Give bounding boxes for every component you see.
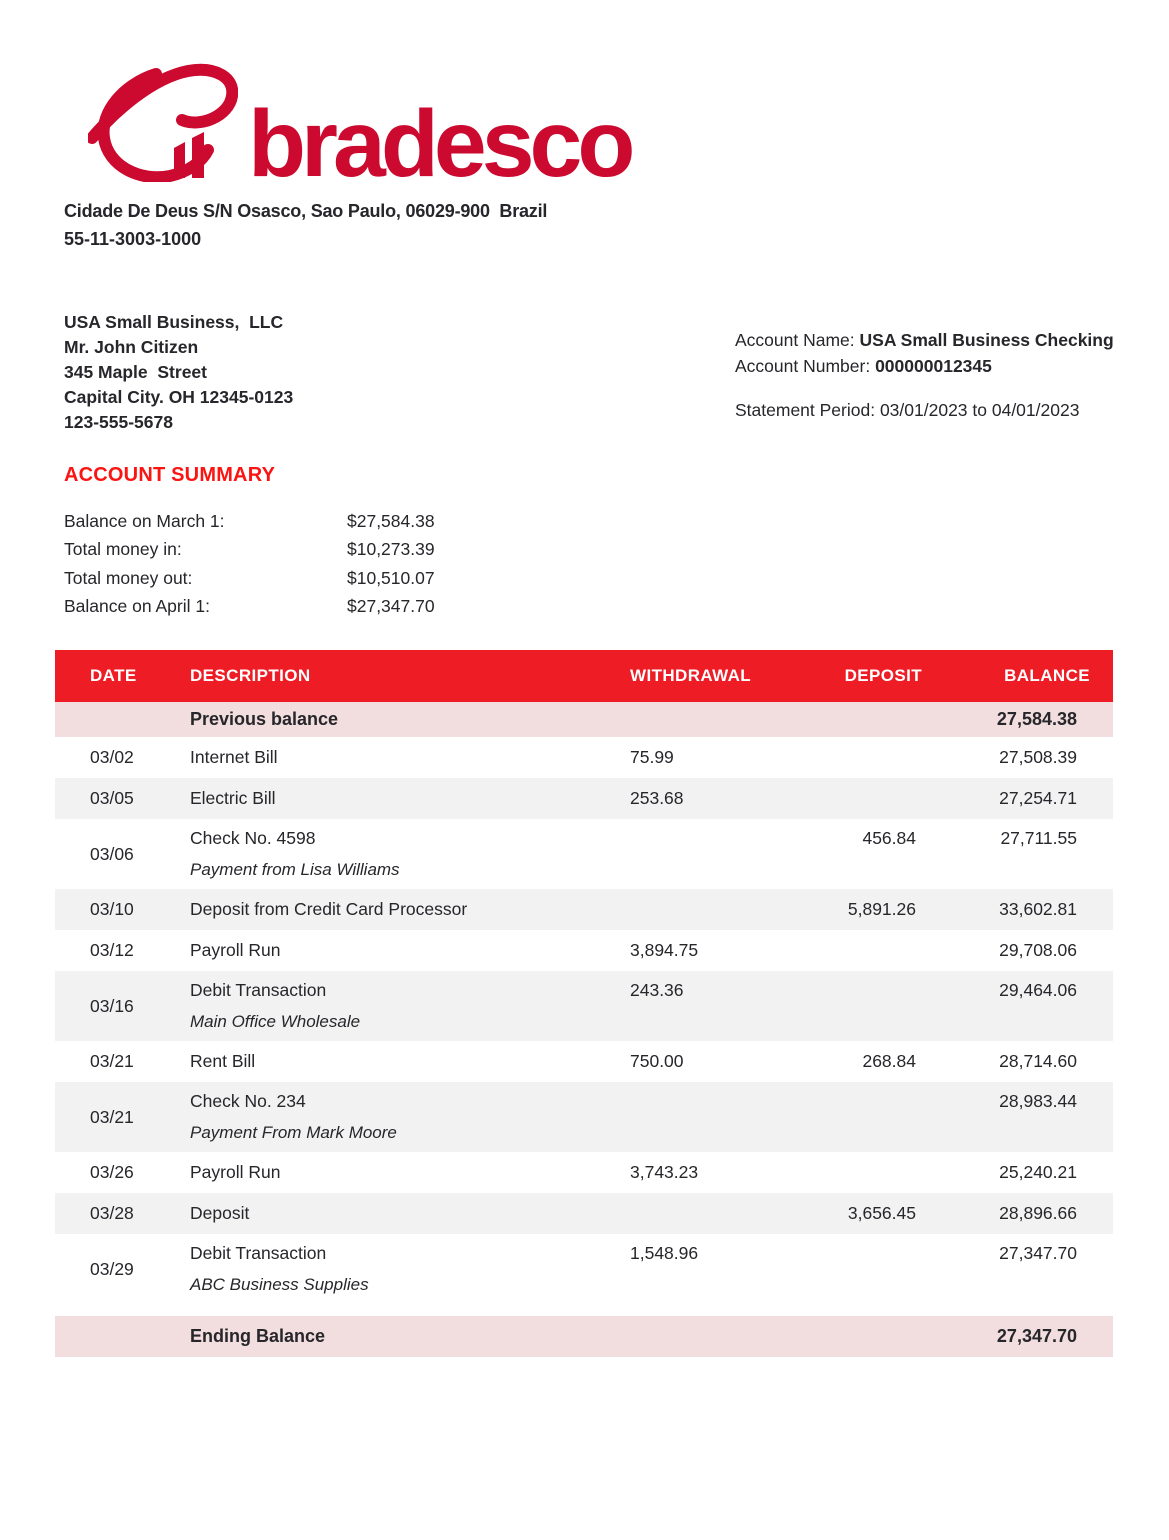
- statement-period-line: [735, 397, 1114, 423]
- txn-description: Payroll Run: [190, 940, 281, 960]
- summary-label: Balance on April 1:: [64, 596, 210, 617]
- txn-balance: 27,254.71: [999, 788, 1077, 808]
- txn-note: Main Office Wholesale: [190, 1012, 361, 1031]
- summary-value: $10,510.07: [347, 567, 435, 588]
- txn-balance: 27,508.39: [999, 747, 1077, 767]
- txn-date: 03/26: [90, 1162, 134, 1182]
- ending-balance-row: [55, 1316, 1113, 1357]
- summary-row: [64, 536, 435, 565]
- txn-note: Payment From Mark Moore: [190, 1123, 397, 1142]
- customer-block: [64, 310, 293, 435]
- account-summary-rows: [64, 507, 435, 621]
- txn-description-cell: [180, 1091, 630, 1143]
- txn-balance: 29,464.06: [999, 980, 1077, 1000]
- txn-description-cell: [180, 1162, 630, 1183]
- transaction-row: [55, 971, 1113, 1041]
- txn-deposit: 5,891.26: [847, 899, 916, 919]
- header-withdrawal: WITHDRAWAL: [630, 666, 752, 685]
- transaction-row: [55, 1082, 1113, 1152]
- ending-balance-amount: 27,347.70: [996, 1326, 1077, 1346]
- table-header-row: [55, 650, 1113, 702]
- account-name-value: USA Small Business Checking: [859, 330, 1114, 350]
- customer-line: USA Small Business, LLC: [64, 312, 284, 332]
- txn-balance: 28,714.60: [999, 1051, 1077, 1071]
- txn-date: 03/12: [90, 940, 134, 960]
- previous-balance-amount: 27,584.38: [996, 709, 1077, 729]
- transactions-table: [55, 650, 1113, 1357]
- customer-line: Capital City. OH 12345-0123: [64, 387, 294, 407]
- txn-balance: 28,896.66: [999, 1203, 1077, 1223]
- txn-balance: 27,711.55: [1000, 828, 1077, 848]
- bradesco-logo: [88, 40, 631, 198]
- summary-value: $27,347.70: [347, 596, 435, 617]
- transaction-row: [55, 889, 1113, 930]
- header-description: DESCRIPTION: [190, 666, 311, 685]
- bank-address: Cidade De Deus S/N Osasco, Sao Paulo, 06029-900 Brazil: [64, 201, 548, 221]
- summary-row: [64, 507, 435, 536]
- txn-date: 03/06: [90, 843, 134, 864]
- txn-description-cell: [180, 1243, 630, 1295]
- transaction-row: [55, 1193, 1113, 1234]
- txn-date: 03/29: [90, 1258, 134, 1279]
- summary-label: Total money out:: [64, 567, 193, 588]
- customer-line: 123-555-5678: [64, 412, 173, 432]
- txn-description: Deposit from Credit Card Processor: [190, 899, 468, 919]
- transaction-row: [55, 1234, 1113, 1304]
- summary-label: Balance on March 1:: [64, 510, 225, 531]
- header-date: DATE: [90, 666, 137, 685]
- txn-description: Deposit: [190, 1203, 250, 1223]
- account-block: [735, 327, 1114, 423]
- account-number-label: Account Number:: [735, 356, 871, 376]
- statement-period-value: 03/01/2023 to 04/01/2023: [879, 400, 1080, 420]
- previous-balance-label: Previous balance: [190, 709, 339, 729]
- txn-date: 03/02: [90, 747, 134, 767]
- transaction-row: [55, 930, 1113, 971]
- account-number-line: [735, 353, 1114, 379]
- txn-withdrawal: 243.36: [630, 980, 684, 1000]
- account-name-line: [735, 327, 1114, 353]
- transaction-row: [55, 737, 1113, 778]
- bank-phone: 55-11-3003-1000: [64, 229, 202, 249]
- account-number-value: 000000012345: [875, 356, 992, 376]
- summary-row: [64, 564, 435, 593]
- ending-balance-label: Ending Balance: [190, 1326, 326, 1346]
- txn-withdrawal: 253.68: [630, 788, 684, 808]
- header-deposit: DEPOSIT: [844, 666, 922, 685]
- statement-period-label: Statement Period:: [735, 400, 876, 420]
- customer-line: 345 Maple Street: [64, 362, 207, 382]
- txn-balance: 33,602.81: [999, 899, 1077, 919]
- txn-description-cell: [180, 899, 630, 920]
- summary-label: Total money in:: [64, 539, 182, 560]
- txn-date: 03/21: [90, 1106, 134, 1127]
- txn-description: Electric Bill: [190, 788, 276, 808]
- header-balance: BALANCE: [1004, 666, 1090, 685]
- txn-withdrawal: 3,743.23: [630, 1162, 699, 1182]
- txn-date: 03/21: [90, 1051, 134, 1071]
- summary-value: $27,584.38: [347, 510, 435, 531]
- bradesco-tree-icon: [88, 40, 238, 182]
- transaction-row: [55, 1041, 1113, 1082]
- transaction-rows: [55, 737, 1113, 1304]
- customer-line: Mr. John Citizen: [64, 337, 199, 357]
- transaction-row: [55, 1152, 1113, 1193]
- txn-description-cell: [180, 828, 630, 880]
- txn-note: ABC Business Supplies: [190, 1275, 369, 1294]
- txn-deposit: 3,656.45: [847, 1203, 916, 1223]
- txn-description: Payroll Run: [190, 1162, 281, 1182]
- txn-description: Debit Transaction: [190, 980, 327, 1000]
- txn-deposit: 268.84: [862, 1051, 916, 1071]
- txn-withdrawal: 3,894.75: [630, 940, 699, 960]
- txn-balance: 29,708.06: [999, 940, 1077, 960]
- txn-description-cell: [180, 940, 630, 961]
- txn-date: 03/28: [90, 1203, 134, 1223]
- account-name-label: Account Name:: [735, 330, 855, 350]
- txn-date: 03/16: [90, 995, 134, 1016]
- txn-withdrawal: 1,548.96: [630, 1243, 699, 1263]
- txn-description-cell: [180, 747, 630, 768]
- txn-balance: 27,347.70: [999, 1243, 1077, 1263]
- txn-date: 03/05: [90, 788, 134, 808]
- txn-description-cell: [180, 1203, 630, 1224]
- txn-description-cell: [180, 980, 630, 1032]
- txn-description-cell: [180, 1051, 630, 1072]
- txn-date: 03/10: [90, 899, 134, 919]
- txn-description: Internet Bill: [190, 747, 278, 767]
- txn-balance: 28,983.44: [999, 1091, 1077, 1111]
- txn-balance: 25,240.21: [999, 1162, 1077, 1182]
- txn-description: Check No. 4598: [190, 828, 316, 848]
- txn-note: Payment from Lisa Williams: [190, 860, 400, 879]
- txn-description: Check No. 234: [190, 1091, 306, 1111]
- transaction-row: [55, 819, 1113, 889]
- txn-description: Debit Transaction: [190, 1243, 327, 1263]
- summary-row: [64, 593, 435, 622]
- txn-deposit: 456.84: [862, 828, 916, 848]
- transaction-row: [55, 778, 1113, 819]
- txn-withdrawal: 75.99: [630, 747, 674, 767]
- summary-value: $10,273.39: [347, 539, 435, 560]
- txn-withdrawal: 750.00: [630, 1051, 684, 1071]
- txn-description: Rent Bill: [190, 1051, 256, 1071]
- account-summary-title: ACCOUNT SUMMARY: [64, 464, 276, 486]
- table-gap: [55, 1304, 1113, 1316]
- bradesco-wordmark: bradesco: [248, 91, 631, 198]
- txn-description-cell: [180, 788, 630, 809]
- previous-balance-row: [55, 702, 1113, 737]
